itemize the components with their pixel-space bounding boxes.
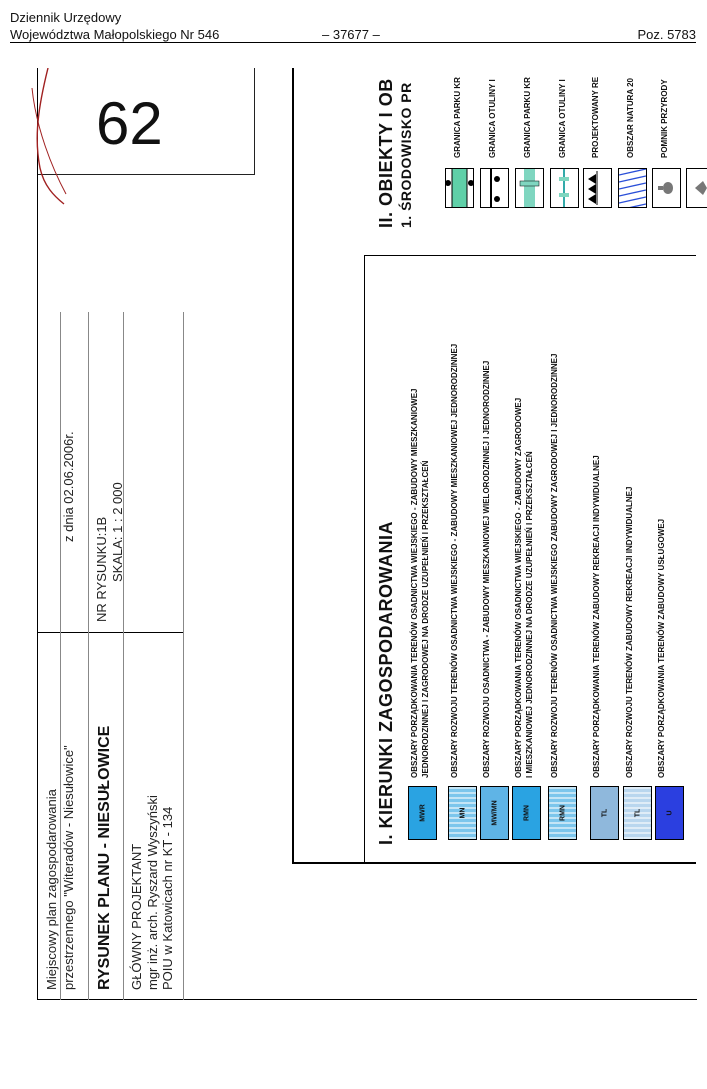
- legend-code: RMN: [559, 805, 566, 821]
- section2-legend-text: POMNIK PRZYRODY: [660, 79, 669, 158]
- natura-area-icon: [618, 168, 647, 208]
- section2-legend-text: GRANICA OTULINY I: [558, 79, 567, 158]
- section2-legend-text: OBSZAR NATURA 20: [626, 77, 635, 158]
- legend-swatch-7: [623, 786, 652, 840]
- legend-text: OBSZARY PORZĄDKOWANIA TERENÓW ZABUDOWY REKREACJI INDYWIDUALNEJ: [592, 455, 601, 778]
- drawing-scale: SKALA: 1 : 2 000: [110, 482, 125, 582]
- nature-monument-icon: [652, 168, 681, 208]
- plan-name-line2: przestrzennego "Witeradów - Niesułowice": [61, 745, 76, 990]
- section2-legend-text: PROJEKTOWANY RE: [591, 76, 600, 158]
- drawing-title: RYSUNEK PLANU - NIESUŁOWICE: [96, 725, 113, 990]
- park-boundary-icon: [445, 168, 474, 208]
- legend-text-cont: I MIESZKANIOWEJ JEDNORODZINNEJ NA DRODZE UZUPEŁNIEŃ I PRZEKSZTAŁCEŃ: [525, 451, 534, 778]
- other-symbol-icon: [686, 168, 707, 208]
- publication-name: Województwa Małopolskiego Nr 546: [10, 27, 220, 42]
- tb-line: [123, 312, 124, 1000]
- section2-legend-text: GRANICA PARKU KR: [523, 77, 532, 158]
- park-boundary-plan-icon: [515, 168, 544, 208]
- legend-code: MWR: [419, 804, 426, 822]
- handwritten-curve: [30, 68, 70, 208]
- designer-name: mgr inż. arch. Ryszard Wyszyński: [145, 795, 160, 990]
- legend-text: OBSZARY PORZĄDKOWANIA TERENÓW OSADNICTWA WIEJSKIEGO - ZABUDOWY MIESZKANIOWEJ: [410, 388, 419, 778]
- header-rule: [10, 42, 696, 43]
- legend-swatch-6: [590, 786, 619, 840]
- planned-reserve-icon: [583, 168, 612, 208]
- legend-divider: [364, 255, 365, 862]
- legend-code: TL: [601, 808, 608, 818]
- page-number: – 37677 –: [322, 27, 380, 42]
- legend-frame-left: [292, 68, 294, 864]
- legend-text: OBSZARY ROZWOJU TERENÓW OSADNICTWA WIEJSKIEGO ZABUDOWY ZAGRODOWEJ I JEDNORODZINNEJ: [550, 353, 559, 778]
- legend-code: TL: [634, 808, 641, 818]
- section2-title: II. OBIEKTY I OB: [376, 78, 396, 228]
- designer-registration: POIU w Katowicach nr KT - 134: [160, 806, 175, 990]
- legend-swatch-2: [448, 786, 477, 840]
- legend-code: U: [666, 810, 673, 816]
- plan-name-line1: Miejscowy plan zagospodarowania: [44, 789, 59, 990]
- legend-text: OBSZARY ROZWOJU TERENÓW OSADNICTWA WIEJSKIEGO - ZABUDOWY MIESZKANIOWEJ JEDNORODZINNEJ: [450, 343, 459, 778]
- section2-legend-text: GRANICA OTULINY I: [488, 79, 497, 158]
- section1-title: I. KIERUNKI ZAGOSPODAROWANIA: [376, 520, 396, 845]
- tb-line: [183, 312, 184, 1000]
- legend-text: OBSZARY ROZWOJU TERENÓW ZABUDOWY REKREACJI INDYWIDUALNEJ: [625, 486, 634, 778]
- legend-swatch-3: [480, 786, 509, 840]
- legend-text: OBSZARY PORZĄDKOWANIA TERENÓW ZABUDOWY USŁUGOWEJ: [657, 518, 666, 778]
- legend-frame-bottom: [292, 862, 696, 864]
- legend-section-divider: [364, 255, 696, 256]
- legend-swatch-4: [512, 786, 541, 840]
- buffer-boundary-icon: [480, 168, 509, 208]
- legend-text-cont: JEDNORODZINNEJ I ZAGRODOWEJ NA DRODZE UZUPEŁNIEŃ I PRZEKSZTAŁCEŃ: [421, 460, 430, 778]
- legend-code: MW/MN: [491, 800, 498, 826]
- legend-swatch-5: [548, 786, 577, 840]
- position-number: Poz. 5783: [637, 27, 696, 42]
- section2-subtitle: 1. ŚRODOWISKO PR: [398, 82, 414, 228]
- legend-swatch-8: [655, 786, 684, 840]
- legend-code: RMN: [523, 805, 530, 821]
- legend-swatch-1: [408, 786, 437, 840]
- legend-code: MN: [459, 807, 466, 819]
- legend-text: OBSZARY ROZWOJU OSADNICTWA - ZABUDOWY MIESZKANIOWEJ WIELORODZINNEJ I JEDNORODZINNEJ: [482, 360, 491, 778]
- plan-date: z dnia 02.06.2006r.: [61, 431, 76, 542]
- legend-text: OBSZARY PORZĄDKOWANIA TERENÓW OSADNICTWA WIEJSKIEGO - ZABUDOWY ZAGRODOWEJ: [514, 397, 523, 778]
- drawing-number: NR RYSUNKU:1B: [94, 516, 109, 622]
- buffer-boundary-plan-icon: [550, 168, 579, 208]
- sheet-number: 62: [96, 90, 163, 157]
- tb-line: [88, 312, 89, 1000]
- journal-title: Dziennik Urzędowy: [10, 10, 122, 25]
- section2-legend-text: GRANICA PARKU KR: [453, 77, 462, 158]
- designer-role: GŁÓWNY PROJEKTANT: [129, 843, 144, 990]
